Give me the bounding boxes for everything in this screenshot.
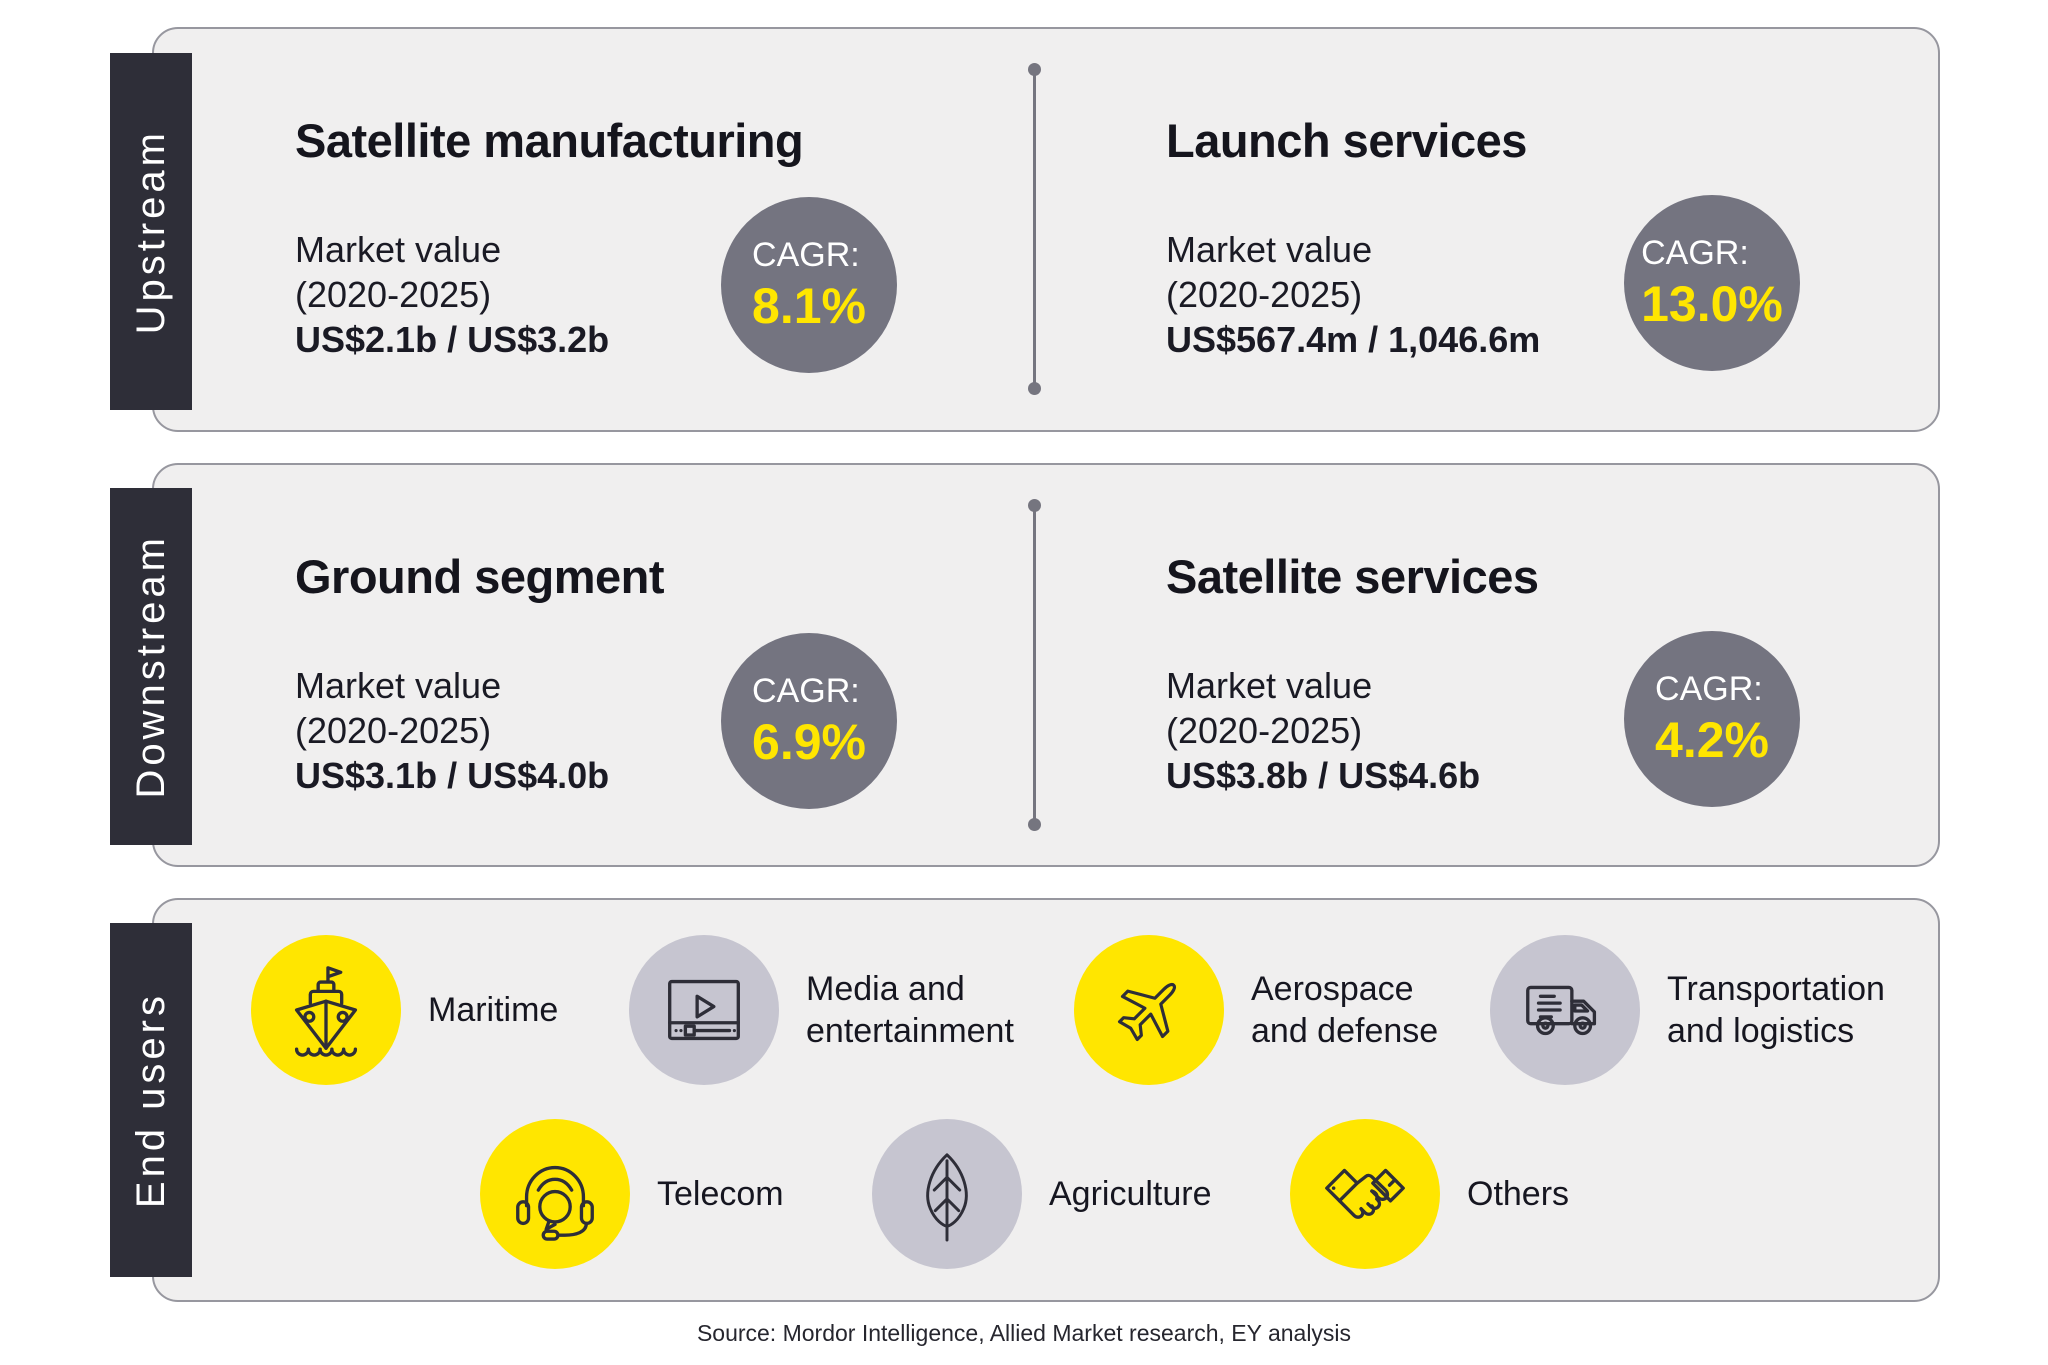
cagr-badge-satellite-manufacturing [721,197,897,373]
downstream-tab-label: Downstream [128,534,173,799]
ship-icon [277,961,375,1059]
end-users-card [152,898,1940,1302]
end-user-icon-circle [1290,1119,1440,1269]
segment-title-satellite-services: Satellite services [1166,550,1539,603]
end-user-icon-circle [1074,935,1224,1085]
cagr-badge-satellite-services [1624,631,1800,807]
upstream-card [152,27,1940,432]
upstream-tab [110,53,192,410]
divider-dot-bottom [1028,818,1041,831]
end-user-agriculture [872,1119,1212,1269]
end-user-media-entertainment [629,935,1014,1085]
segment-title-satellite-manufacturing: Satellite manufacturing [295,114,804,167]
upstream-tab-label: Upstream [128,128,173,335]
cagr-value: 8.1% [752,278,866,334]
market-value-satellite-manufacturing [295,227,609,362]
market-value-satellite-services [1166,663,1480,798]
end-user-telecom [480,1119,784,1269]
end-user-label: Others [1467,1175,1570,1213]
cagr-label: CAGR: [752,672,860,710]
cagr-value: 13.0% [1641,276,1783,332]
market-amount: US$3.1b / US$4.0b [295,755,610,796]
end-user-maritime [251,935,559,1085]
market-period: (2020-2025) [1166,274,1363,315]
downstream-tab [110,488,192,845]
end-user-label: Telecom [657,1175,784,1213]
market-period: (2020-2025) [295,274,492,315]
end-user-icon-circle [629,935,779,1085]
segment-title-launch-services: Launch services [1166,114,1527,167]
cagr-label: CAGR: [1641,234,1749,272]
end-user-label: Maritime [428,991,559,1029]
end-user-transportation-logistics [1490,935,1885,1085]
market-label: Market value [1166,665,1373,706]
cagr-label: CAGR: [1655,670,1763,708]
market-value-launch-services [1166,227,1540,362]
end-user-aerospace-defense [1074,935,1439,1085]
end-user-icon-circle [872,1119,1022,1269]
segment-divider [1033,69,1036,389]
end-users-tab [110,923,192,1277]
end-user-label: Transportation and logistics [1667,970,1885,1050]
market-period: (2020-2025) [295,710,492,751]
market-amount: US$567.4m / 1,046.6m [1166,319,1541,360]
cagr-value: 4.2% [1655,712,1769,768]
market-label: Market value [1166,229,1373,270]
market-label: Market value [295,665,502,706]
airplane-icon [1100,961,1198,1059]
market-amount: US$2.1b / US$3.2b [295,319,610,360]
market-period: (2020-2025) [1166,710,1363,751]
market-amount: US$3.8b / US$4.6b [1166,755,1481,796]
handshake-icon [1316,1145,1414,1243]
cagr-badge-ground-segment [721,633,897,809]
segment-divider [1033,505,1036,825]
segment-title-ground-segment: Ground segment [295,550,665,603]
video-player-icon [655,961,753,1059]
market-value-ground-segment [295,663,609,798]
divider-dot-top [1028,499,1041,512]
source-note: Source: Mordor Intelligence, Allied Market research, EY analysis [696,1320,1352,1346]
end-user-icon-circle [480,1119,630,1269]
cagr-value: 6.9% [752,714,866,770]
end-user-others [1290,1119,1570,1269]
end-user-icon-circle [1490,935,1640,1085]
divider-dot-bottom [1028,382,1041,395]
cagr-label: CAGR: [752,236,860,274]
headset-icon [506,1145,604,1243]
end-user-icon-circle [251,935,401,1085]
cagr-badge-launch-services [1624,195,1800,371]
end-user-label: Media and entertainment [806,970,1014,1050]
end-user-label: Agriculture [1049,1175,1212,1213]
end-users-tab-label: End users [128,991,173,1209]
end-user-label: Aerospace and defense [1251,970,1439,1050]
divider-dot-top [1028,63,1041,76]
leaf-icon [898,1145,996,1243]
downstream-card [152,463,1940,867]
market-label: Market value [295,229,502,270]
truck-icon [1516,961,1614,1059]
